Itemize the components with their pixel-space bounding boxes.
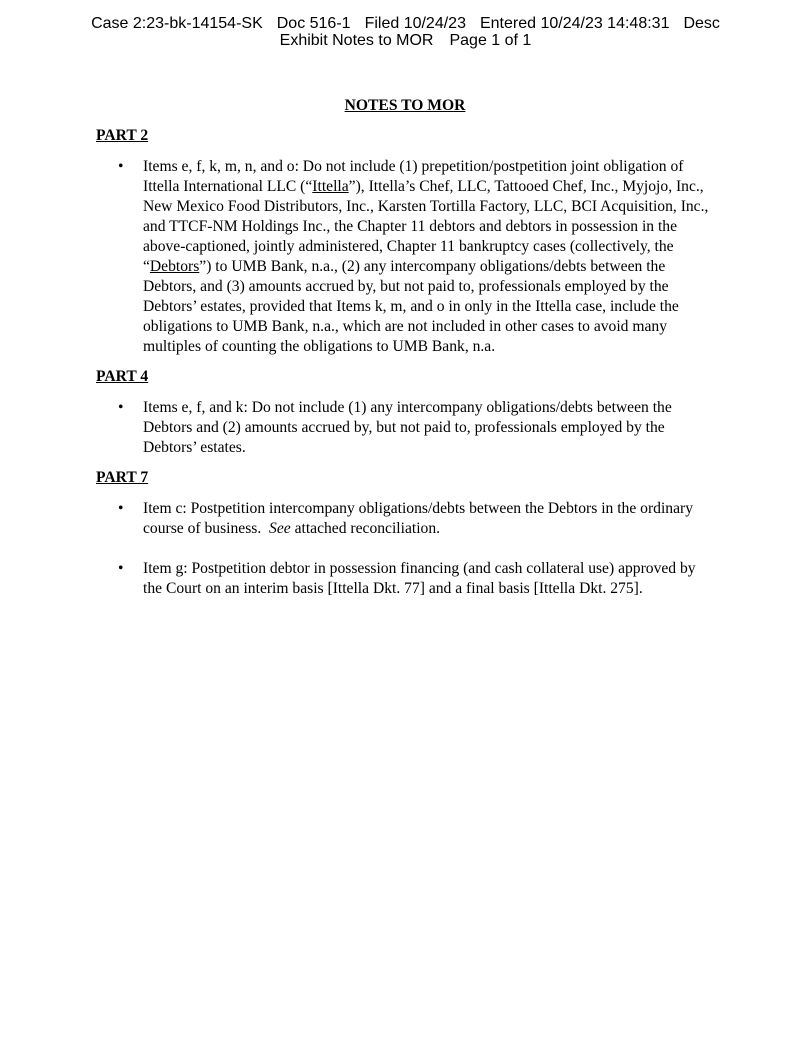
- part-4-heading: PART 4: [96, 368, 149, 385]
- page-indicator: Page 1 of 1: [449, 32, 532, 49]
- desc-label: Desc: [683, 15, 720, 32]
- bullet-icon: •: [118, 399, 124, 416]
- part-7-text-c-a: Item c: Postpetition intercompany obligations/debts between the Debtors in the ordinary course of business.: [143, 500, 693, 537]
- bullet-icon: •: [118, 500, 124, 517]
- part-4-text: Items e, f, and k: Do not include (1) any intercompany obligations/debts between the Debtors and (2) amounts accrued by, but not paid to, professionals employed by the Debtors’ estates.: [143, 399, 672, 456]
- header-line-1: [0, 15, 811, 32]
- part-2-list: [96, 157, 714, 357]
- ittella-defined-term: Ittella: [312, 178, 349, 195]
- part-7-text-g: Item g: Postpetition debtor in possession financing (and cash collateral use) approved by the Court on an interim basis [Ittella Dkt. 77] and a final basis [Ittella Dkt. 275].: [143, 560, 696, 597]
- part-2-text-b: ”), Ittella’s Chef, LLC, Tattooed Chef, Inc., Myjojo, Inc., New Mexico Food Distributors, Inc., Karsten Tortilla Factory, LLC, BCI Acquisition, Inc., and TTCF-NM Holdings Inc., the Chapter 11 debtors and debtors in possession in the above-captioned, jointly administered, Chapter 11 bankruptcy cases (collectively, the “: [143, 178, 709, 275]
- case-number: Case 2:23-bk-14154-SK: [91, 15, 263, 32]
- court-filing-header: [0, 15, 811, 49]
- part-4-list: [96, 398, 714, 458]
- part-2-bullet-item: [96, 157, 714, 357]
- part-7-text-c-b: attached reconciliation.: [290, 520, 441, 537]
- bullet-icon: •: [118, 560, 124, 577]
- part-7-bullet-item-g: [96, 559, 714, 599]
- part-2-text-a: Items e, f, k, m, n, and o: Do not include (1) prepetition/postpetition joint obligation of Ittella International LLC (“: [143, 158, 684, 195]
- part-7-list: [96, 499, 714, 599]
- document-title: NOTES TO MOR: [344, 97, 466, 114]
- doc-number: Doc 516-1: [276, 15, 351, 32]
- filed-date: Filed 10/24/23: [364, 15, 466, 32]
- entered-date: Entered 10/24/23 14:48:31: [479, 15, 670, 32]
- bullet-icon: •: [118, 158, 124, 175]
- exhibit-label: Exhibit Notes to MOR: [279, 32, 434, 49]
- part-2-text-c: ”) to UMB Bank, n.a., (2) any intercompany obligations/debts between the Debtors, and (3) amounts accrued by, but not paid to, professionals employed by the Debtors’ estates, provided that Items k, m, and o in only in the Ittella case, include the obligations to UMB Bank, n.a., which are not included in other cases to avoid many multiples of counting the obligations to UMB Bank, n.a.: [143, 258, 679, 355]
- header-line-2: [0, 32, 811, 49]
- part-7-bullet-item-c: [96, 499, 714, 539]
- document-body: [96, 96, 714, 609]
- part-7-heading: PART 7: [96, 469, 149, 486]
- part-4-bullet-item: [96, 398, 714, 458]
- see-signal: See: [269, 520, 291, 537]
- part-2-heading: PART 2: [96, 127, 149, 144]
- debtors-defined-term: Debtors: [149, 258, 200, 275]
